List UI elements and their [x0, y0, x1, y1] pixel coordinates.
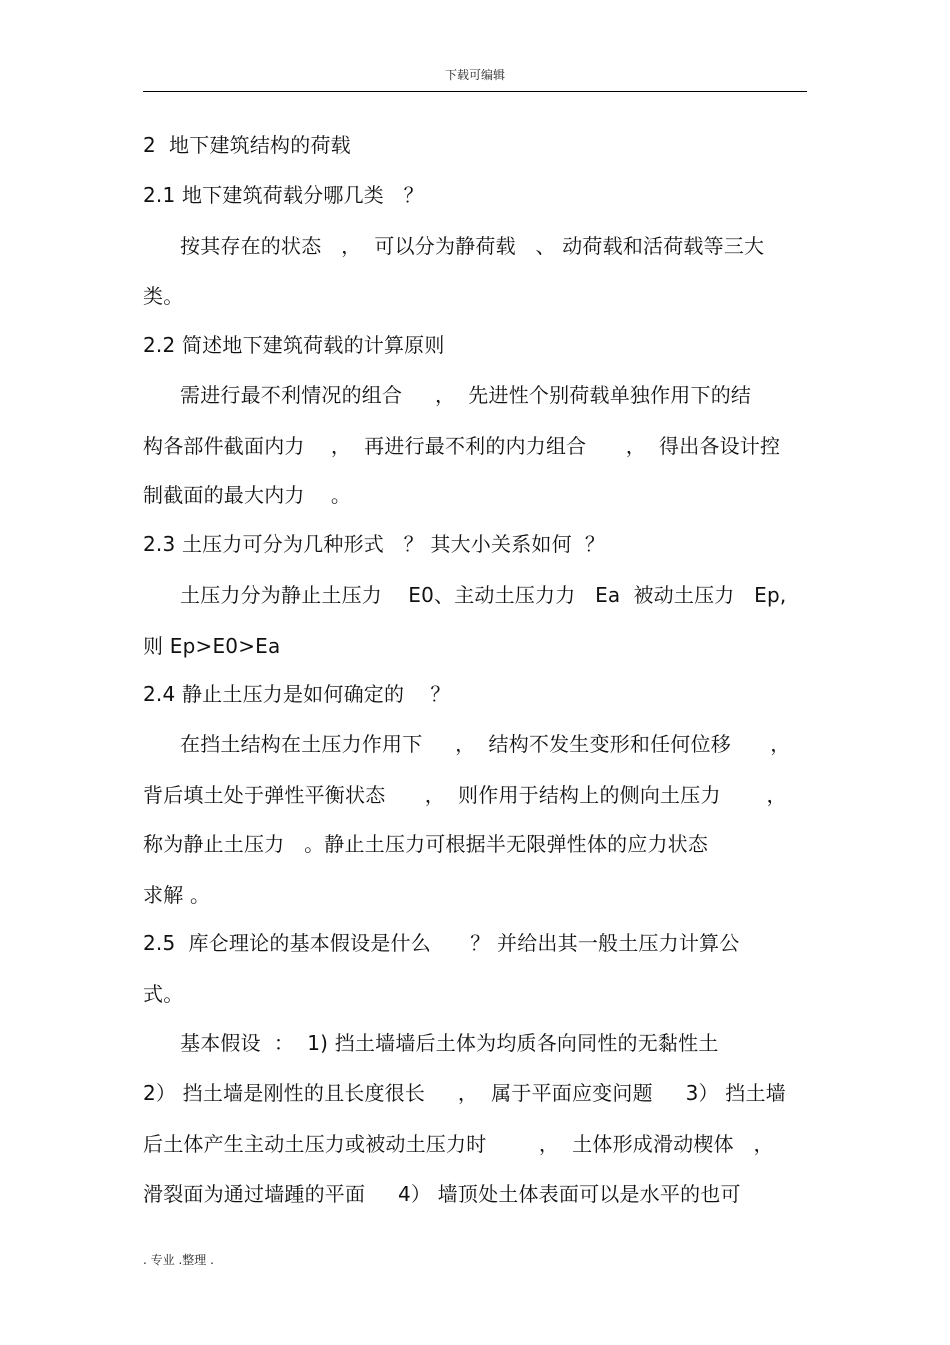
paragraph-line: 基本假设 ： 1) 挡土墙墙后土体为均质各向同性的无黏性土 [180, 1031, 719, 1055]
paragraph-line: 构各部件截面内力 ， 再进行最不利的内力组合 ， 得出各设计控 [143, 434, 781, 458]
paragraph-line: 则 Ep>E0>Ea [143, 634, 281, 658]
question-heading: 2.4 静止土压力是如何确定的 ？ [143, 682, 451, 706]
paragraph-line: 滑裂面为通过墙踵的平面 4） 墙顶处土体表面可以是水平的也可 [143, 1182, 741, 1206]
question-heading: 2.1 地下建筑荷载分哪几类 ？ [143, 183, 424, 207]
question-heading: 2.5 库仑理论的基本假设是什么 ？ 并给出其一般土压力计算公 [143, 931, 740, 955]
paragraph-line: 求解 。 [143, 883, 211, 907]
paragraph-line: 需进行最不利情况的组合 ， 先进性个别荷载单独作用下的结 [180, 383, 752, 407]
page-header: 下载可编辑 [444, 68, 505, 82]
header-divider [143, 91, 807, 92]
paragraph-line: 按其存在的状态 ， 可以分为静荷载 、 动荷载和活荷载等三大 [180, 234, 765, 258]
paragraph-line: 式。 [143, 982, 184, 1006]
section-heading: 2 地下建筑结构的荷载 [143, 133, 351, 157]
question-heading: 2.2 简述地下建筑荷载的计算原则 [143, 333, 445, 357]
question-heading: 2.3 土压力可分为几种形式 ？ 其大小关系如何 ？ [143, 532, 606, 556]
paragraph-line: 称为静止土压力 。静止土压力可根据半无限弹性体的应力状态 [143, 832, 709, 856]
paragraph-line: 2） 挡土墙是刚性的且长度很长 ， 属于平面应变问题 3） 挡土墙 [143, 1081, 786, 1105]
paragraph-line: 制截面的最大内力 。 [143, 483, 352, 507]
paragraph-line: 后土体产生主动土压力或被动土压力时 ， 土体形成滑动楔体 ， [143, 1132, 774, 1156]
paragraph-line: 背后填土处于弹性平衡状态 ， 则作用于结构上的侧向土压力 ， [143, 783, 787, 807]
paragraph-line: 在挡土结构在土压力作用下 ， 结构不发生变形和任何位移 ， [180, 732, 791, 756]
page-footer: . 专业 .整理 . [143, 1253, 214, 1267]
paragraph-line: 类。 [143, 284, 184, 308]
paragraph-line: 土压力分为静止土压力 E0、主动土压力力 Ea 被动土压力 Ep, [180, 583, 787, 607]
